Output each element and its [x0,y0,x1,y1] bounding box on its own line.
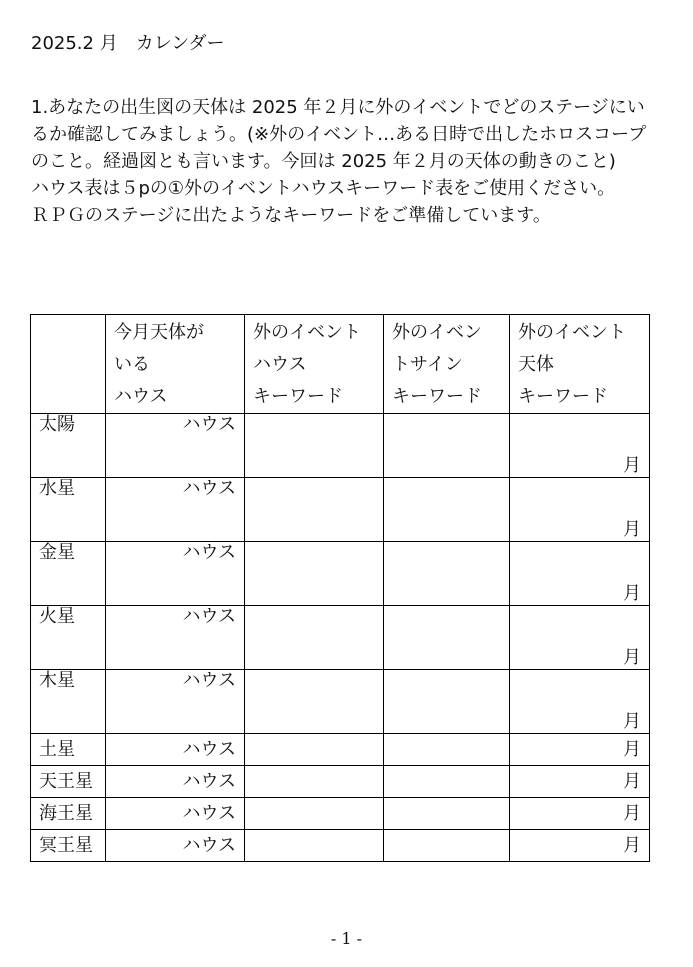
house-input-cell[interactable]: ハウス [106,734,245,766]
event-house-keyword-cell[interactable] [245,766,384,798]
house-input-cell[interactable]: ハウス [106,670,245,734]
month-input-cell[interactable]: 月 [510,734,650,766]
month-input-cell[interactable]: 月 [510,766,650,798]
event-house-keyword-cell[interactable] [245,830,384,862]
event-house-keyword-cell[interactable] [245,414,384,478]
header-line: いる [114,354,150,375]
event-sign-keyword-cell[interactable] [384,670,510,734]
table-row [31,478,650,542]
document-title: 2025.2 月 カレンダー [31,33,225,54]
event-sign-keyword-cell[interactable] [384,478,510,542]
intro-text [31,94,661,229]
month-input-cell[interactable]: 月 [510,830,650,862]
table-row [31,766,650,798]
event-house-keyword-cell[interactable] [245,542,384,606]
table-row [31,606,650,670]
planet-name: 木星 [31,670,106,734]
header-line: 天体 [518,354,554,375]
intro-paragraph-1: 1.あなたの出生図の天体は 2025 年２月に外のイベントでどのステージにいるか確認してみましょう。(※外のイベント…ある日時で出したホロスコープのこと。経過図とも言います。今回は 2025 年２月の天体の動きのこと) [31,97,647,172]
planet-name: 金星 [31,542,106,606]
table-row [31,414,650,478]
table-row [31,670,650,734]
event-house-keyword-cell[interactable] [245,478,384,542]
table-row [31,734,650,766]
event-house-keyword-cell[interactable] [245,606,384,670]
header-line: トサイン [392,354,463,375]
event-house-keyword-cell[interactable] [245,734,384,766]
table-header-row [31,315,650,414]
header-line: キーワード [253,386,343,407]
month-input-cell[interactable]: 月 [510,414,650,478]
planet-name: 土星 [31,734,106,766]
house-input-cell[interactable]: ハウス [106,830,245,862]
intro-paragraph-3: ＲＰＧのステージに出たようなキーワードをご準備しています。 [31,205,551,226]
event-sign-keyword-cell[interactable] [384,542,510,606]
house-input-cell[interactable]: ハウス [106,542,245,606]
planet-name: 冥王星 [31,830,106,862]
header-line: 外のイベン [392,322,482,343]
house-input-cell[interactable]: ハウス [106,606,245,670]
house-input-cell[interactable]: ハウス [106,798,245,830]
header-line: キーワード [518,386,608,407]
planet-name: 天王星 [31,766,106,798]
table-row [31,798,650,830]
planet-name: 水星 [31,478,106,542]
header-line: キーワード [392,386,482,407]
month-input-cell[interactable]: 月 [510,670,650,734]
house-input-cell[interactable]: ハウス [106,414,245,478]
month-input-cell[interactable]: 月 [510,798,650,830]
house-input-cell[interactable]: ハウス [106,478,245,542]
event-house-keyword-cell[interactable] [245,798,384,830]
header-current-house [106,315,245,414]
month-input-cell[interactable]: 月 [510,606,650,670]
event-sign-keyword-cell[interactable] [384,606,510,670]
month-input-cell[interactable]: 月 [510,478,650,542]
planet-keyword-table [30,314,650,862]
header-line: ハウス [253,354,307,375]
planet-name: 火星 [31,606,106,670]
event-sign-keyword-cell[interactable] [384,830,510,862]
page-number: - 1 - [330,929,363,948]
planet-name: 海王星 [31,798,106,830]
table-row [31,830,650,862]
header-event-sign-keyword [384,315,510,414]
header-line: 今月天体が [114,322,204,343]
header-line: 外のイベント [518,322,626,343]
header-line: ハウス [114,386,168,407]
event-sign-keyword-cell[interactable] [384,414,510,478]
event-house-keyword-cell[interactable] [245,670,384,734]
table-row [31,542,650,606]
header-event-house-keyword [245,315,384,414]
header-event-planet-keyword [510,315,650,414]
house-input-cell[interactable]: ハウス [106,766,245,798]
event-sign-keyword-cell[interactable] [384,798,510,830]
intro-paragraph-2: ハウス表は５pの①外のイベントハウスキーワード表をご使用ください。 [31,178,616,199]
event-sign-keyword-cell[interactable] [384,766,510,798]
header-line: 外のイベント [253,322,361,343]
event-sign-keyword-cell[interactable] [384,734,510,766]
header-planet [31,315,106,414]
planet-name: 太陽 [31,414,106,478]
month-input-cell[interactable]: 月 [510,542,650,606]
